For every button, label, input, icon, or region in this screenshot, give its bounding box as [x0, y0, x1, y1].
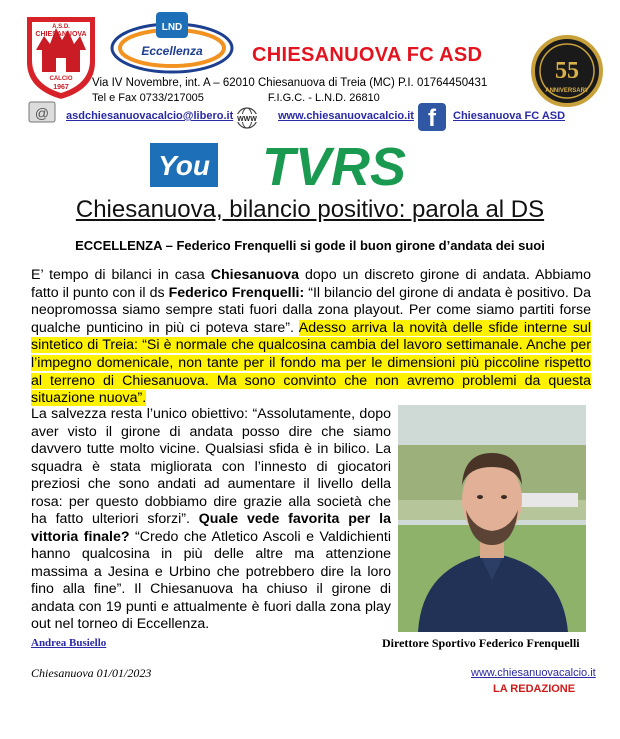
article-paragraph-1 [31, 267, 591, 408]
lnd-eccellenza-text: Eccellenza [141, 44, 203, 58]
text-run: dopo un discreto girone di andata. Abbiamo fatto il punto con il ds [31, 267, 591, 301]
youtvrs-banner [150, 141, 450, 191]
article-title: Chiesanuova, bilancio positivo: parola al DS [75, 196, 545, 223]
club-phone [92, 92, 380, 104]
footer-website-link[interactable]: www.chiesanuovacalcio.it [471, 667, 596, 679]
figc-number: F.I.G.C. - L.N.D. 26810 [267, 92, 380, 104]
text-run-bold: Federico Frenquelli: [168, 284, 305, 301]
banner-you-text: You [158, 150, 210, 181]
anniversary-badge [530, 34, 604, 108]
article-date: Chiesanuova 01/01/2023 [31, 666, 152, 680]
text-run: La salvezza resta l’unico obiettivo: “Assolutamente, dopo aver visto il girone di andata posso dire che siamo davvero tutte molto vicine. Qualsiasi sfida è in bilico. La squadra è stata migliorata con l’innesto di giocatori preziosi che sono andati ad aumentare il livello della rosa: per questo dobbiamo dire grazie alla società che ha fatto ulteriori sforzi”. [31, 406, 391, 527]
email-link[interactable]: asdchiesanuovacalcio@libero.it [66, 110, 234, 122]
phone-text: Tel e Fax 0733/217005 [92, 92, 204, 104]
anniversary-word: ANNIVERSARY [545, 88, 589, 94]
club-address: Via IV Novembre, int. A – 62010 Chiesanuova di Treia (MC) P.I. 01764450431 [92, 77, 488, 89]
lnd-mark-text: LND [161, 22, 183, 33]
banner-tvrs-text: TVRS [261, 141, 407, 191]
crest-year-text: 1967 [53, 84, 69, 91]
text-run-bold: Chiesanuova [210, 267, 300, 283]
text-run: “Credo che Atletico Ascoli e Valdichienti hanno qualcosina in più delle altre ma attenzione massima a Jesina e Urbino che potrebbero dire la loro fino alla fine”. Il Chiesanuova ha chiuso il girone di andata con 19 punti e attualmente è fuori dalla zona play out nel torneo di Eccellenza. [31, 528, 391, 632]
redazione-label: LA REDAZIONE [493, 683, 576, 695]
author-link[interactable]: Andrea Busiello [31, 637, 107, 649]
email-icon [28, 98, 56, 126]
svg-text:@: @ [34, 105, 50, 121]
photo-caption: Direttore Sportivo Federico Frenquelli [382, 636, 580, 650]
website-link[interactable]: www.chiesanuovacalcio.it [278, 110, 414, 122]
club-name: CHIESANUOVA FC ASD [252, 44, 483, 66]
svg-text:WWW: WWW [237, 116, 257, 123]
article-subtitle: ECCELLENZA – Federico Frenquelli si gode il buon girone d’andata dei suoi [75, 238, 545, 253]
anniversary-number: 55 [555, 58, 579, 84]
article-paragraph-2 [31, 406, 391, 634]
crest-calcio-text: CALCIO [49, 76, 73, 82]
sporting-director-photo [398, 405, 586, 632]
text-run: E’ tempo di bilanci in casa [31, 267, 211, 283]
lnd-eccellenza-logo [110, 10, 238, 74]
facebook-link[interactable]: Chiesanuova FC ASD [453, 110, 566, 122]
club-crest-logo [20, 10, 102, 102]
crest-asd-text: A.S.D. [52, 24, 70, 30]
text-run: “Il bilancio del girone di andata è positivo. Da neopromossa siamo sempre stati fuori dalla zona playout. Per come siamo partiti forse qualche punticino in più ci poteva stare”. [31, 284, 591, 336]
facebook-icon[interactable]: f [418, 103, 446, 131]
text-run-bold: Quale vede favorita per la vittoria finale? [31, 511, 391, 545]
highlighted-text: Adesso arriva la novità delle sfide interne sul sintetico di Treia: “Si è normale che qualcosina cambia del lavoro settimanale. Anche per l’impegno domenicale, non tante per il fondo ma per le dimensioni più piccoline rispetto al terreno di Chiesanuova. Ma sono convinto che non avremo problemi da questa situazione nuova”. [31, 319, 591, 407]
crest-name-text: CHIESANUOVA [35, 31, 87, 38]
globe-www-icon [232, 106, 262, 130]
